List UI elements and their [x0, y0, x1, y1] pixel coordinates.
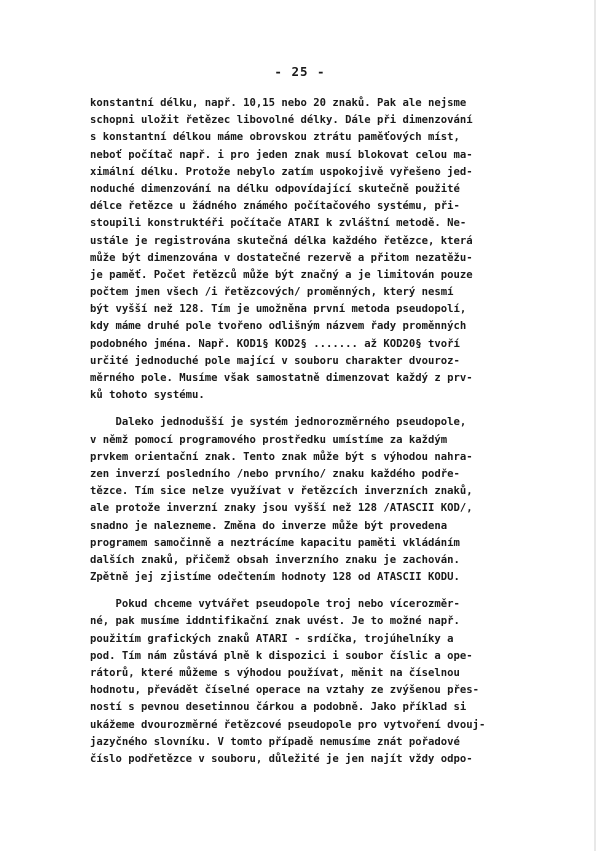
text-line: může být dimenzována v dostatečné rezervě a přitom nezatěžu-: [90, 251, 473, 264]
paragraph: [90, 596, 530, 768]
text-line: ustále je registrována skutečná délka každého řetězce, která: [90, 234, 473, 247]
text-line: být vyšší než 128. Tím je umožněna první metoda pseudopolí,: [90, 303, 467, 316]
text-line: ale protože inverzní znaky jsou vyšší než 128 /ATASCII KOD/,: [90, 502, 473, 515]
text-line: Zpětně jej zjistíme odečtením hodnoty 128 od ATASCII KODU.: [90, 571, 460, 584]
text-line: dalších znaků, přičemž obsah inverzního znaku je zachován.: [90, 553, 460, 566]
text-line: ukážeme dvourozměrné řetězcové pseudopole pro vytvoření dvouj-: [90, 718, 486, 731]
text-line: podobného jména. Např. KOD1§ KOD2§ ....... až KOD20§ tvoří: [90, 337, 460, 350]
text-line: tězce. Tím sice nelze využívat v řetězcích inverzních znaků,: [90, 485, 473, 498]
text-line: stoupili konstruktéři počítače ATARI k zvláštní metodě. Ne-: [90, 217, 467, 230]
text-line: číslo podřetězce v souboru, důležité je jen najít vždy odpo-: [90, 752, 473, 765]
text-line: kdy máme druhé pole tvořeno odlišným názvem řady proměnných: [90, 320, 467, 333]
text-line: ností s pevnou desetinnou čárkou a podobně. Jako příklad si: [90, 701, 467, 714]
text-line: ximální délku. Protože nebylo zatím uspokojivě vyřešeno jed-: [90, 165, 473, 178]
text-line: snadno je nalezneme. Změna do inverze může být provedena: [90, 519, 448, 532]
text-line: zen inverzí posledního /nebo prvního/ znaku každého podře-: [90, 467, 460, 480]
text-line: schopni uložit řetězec libovolné délky. Dále při dimenzování: [90, 114, 473, 127]
text-line: pod. Tím nám zůstává plně k dispozici i soubor číslic a ope-: [90, 649, 473, 662]
paragraph: [90, 414, 530, 586]
text-line: hodnotu, převádět číselné operace na vztahy ze zvýšenou přes-: [90, 684, 480, 697]
text-line: měrného pole. Musíme však samostatně dimenzovat každý z prv-: [90, 372, 473, 384]
text-line: v němž pomocí programového prostředku umístíme za každým: [90, 433, 448, 446]
document-body: [90, 95, 530, 768]
text-line: Daleko jednodušší je systém jednorozměrného pseudopole,: [90, 416, 467, 429]
text-line: s konstantní délkou máme obrovskou ztrátu paměťových míst,: [90, 131, 460, 144]
text-line: počtem jmen všech /i řetězcových/ proměnných, který nesmí: [90, 286, 454, 299]
text-line: délce řetězce u žádného známého počítačového systému, při-: [90, 200, 460, 213]
text-line: neboť počítač např. i pro jeden znak musí blokovat celou ma-: [90, 148, 473, 161]
text-line: určité jednoduché pole mající v souboru charakter dvouroz-: [90, 354, 460, 367]
paragraph: [90, 95, 530, 404]
text-line: Pokud chceme vytvářet pseudopole troj nebo vícerozměr-: [90, 598, 460, 611]
text-line: rátorů, které můžeme s výhodou používat, měnit na číselnou: [90, 667, 460, 679]
text-line: ků tohoto systému.: [90, 389, 205, 402]
text-line: né, pak musíme iddntifikační znak uvést. Je to možné např.: [90, 615, 460, 628]
paragraph-gap: [90, 586, 530, 596]
scan-edge-shadow: [594, 0, 596, 851]
page-number: - 25 -: [274, 64, 326, 79]
text-line: použitím grafických znaků ATARI - srdíčka, trojúhelníky a: [90, 632, 454, 645]
text-line: konstantní délku, např. 10,15 nebo 20 znaků. Pak ale nejsme: [90, 97, 467, 109]
paragraph-gap: [90, 404, 530, 414]
text-line: je paměť. Počet řetězců může být značný a je limitován pouze: [90, 268, 473, 281]
text-line: jazyčného slovníku. V tomto případě nemusíme znát pořadové: [90, 735, 460, 748]
text-line: prvkem orientační znak. Tento znak může být s výhodou nahra-: [90, 450, 473, 463]
text-line: noduché dimenzování na délku odpovídající skutečně použité: [90, 182, 460, 195]
text-line: programem samočinně a neztrácíme kapacitu paměti vkládáním: [90, 536, 460, 549]
